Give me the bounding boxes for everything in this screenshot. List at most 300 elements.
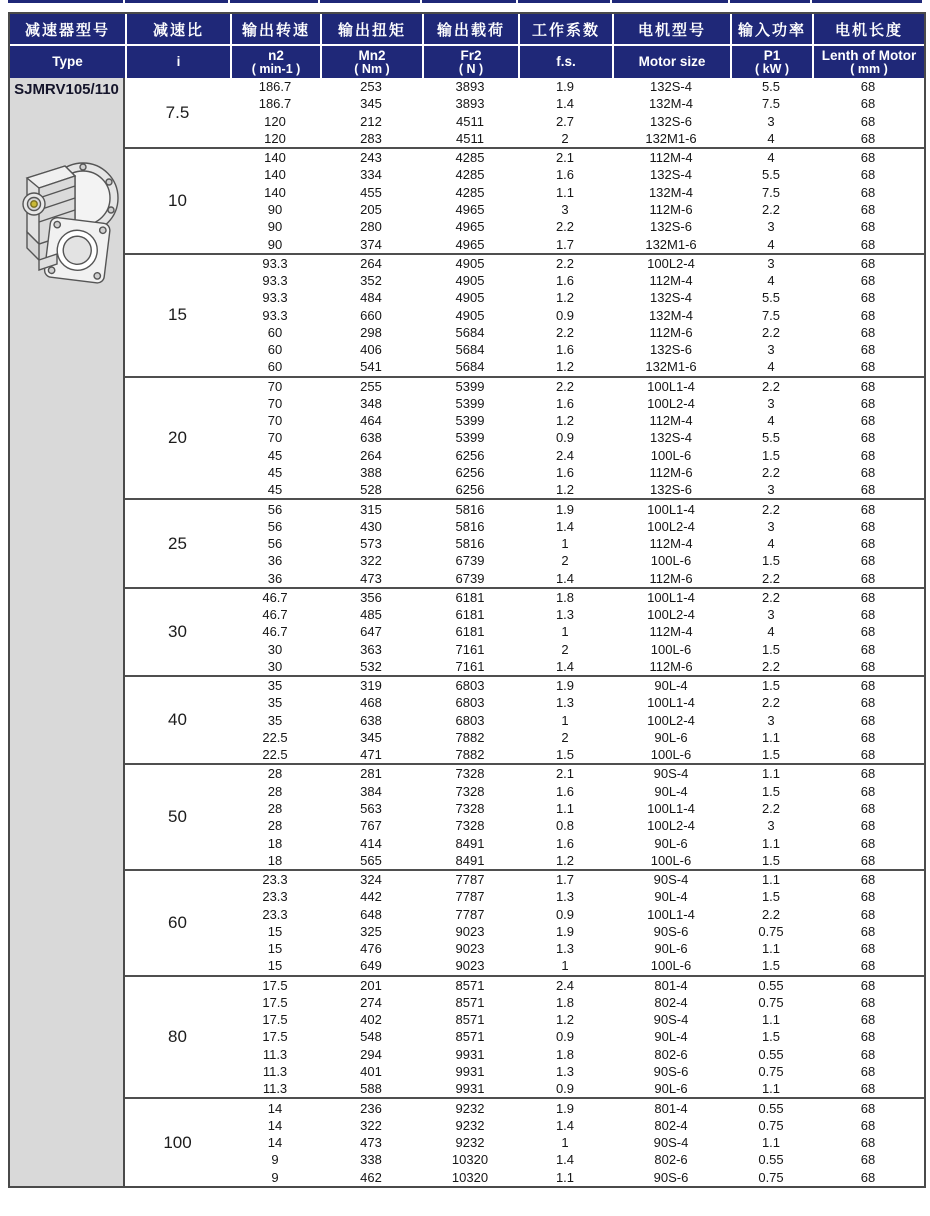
cell-motor-length: 68 — [860, 447, 876, 463]
cell-motor-size: 90L-4 — [654, 678, 688, 694]
cell-motor-length: 68 — [860, 872, 876, 888]
cell-mn2: 363 — [360, 641, 382, 657]
cell-n2: 46.7 — [262, 624, 288, 640]
table-row — [230, 130, 924, 147]
cell-p1: 3 — [767, 518, 775, 534]
header-type-en — [10, 46, 125, 78]
cell-motor-size: 112M-4 — [649, 273, 693, 289]
cell-fs: 1.8 — [555, 1046, 575, 1062]
cell-fr2: 5399 — [455, 395, 485, 411]
cell-p1: 3 — [767, 482, 775, 498]
table-row — [230, 940, 924, 957]
table-row — [230, 623, 924, 640]
cell-fs: 1.6 — [555, 783, 575, 799]
cell-p1: 5.5 — [761, 167, 781, 183]
cell-fr2: 4905 — [455, 290, 485, 306]
cell-mn2: 294 — [360, 1046, 382, 1062]
cell-p1: 1.5 — [761, 783, 781, 799]
table-row — [230, 535, 924, 552]
cell-mn2: 548 — [360, 1029, 382, 1045]
cell-p1: 1.5 — [761, 747, 781, 763]
cell-motor-length: 68 — [860, 678, 876, 694]
cell-fs: 0.9 — [555, 430, 575, 446]
cell-p1: 1.5 — [761, 1029, 781, 1045]
cell-fs: 1.4 — [555, 570, 575, 586]
cell-fs: 1.6 — [555, 464, 575, 480]
cell-mn2: 442 — [360, 889, 382, 905]
cell-mn2: 264 — [360, 255, 382, 271]
cell-fs: 0.9 — [555, 307, 575, 323]
cell-mn2: 255 — [360, 378, 382, 394]
cell-mn2: 236 — [360, 1100, 382, 1116]
cell-n2: 17.5 — [262, 977, 288, 993]
cell-motor-length: 68 — [860, 413, 876, 429]
cell-motor-length: 68 — [860, 464, 876, 480]
cell-fs: 1.4 — [555, 1117, 575, 1133]
ratio-group — [125, 587, 924, 675]
table-row — [230, 429, 924, 446]
cell-p1: 0.55 — [758, 1046, 784, 1062]
cell-motor-length: 68 — [860, 501, 876, 517]
cell-p1: 0.75 — [758, 994, 784, 1010]
cell-fs: 1.8 — [555, 589, 575, 605]
cell-n2: 18 — [267, 852, 283, 868]
cell-fr2: 9931 — [455, 1046, 485, 1062]
table-row — [230, 783, 924, 800]
cell-fr2: 5399 — [455, 378, 485, 394]
cell-p1: 5.5 — [761, 430, 781, 446]
cell-motor-length: 68 — [860, 835, 876, 851]
edge-segment — [123, 0, 228, 3]
table-row — [230, 905, 924, 922]
table-row — [230, 994, 924, 1011]
cell-n2: 140 — [264, 184, 286, 200]
cell-mn2: 647 — [360, 624, 382, 640]
cell-mn2: 374 — [360, 236, 382, 252]
cell-fr2: 4965 — [455, 201, 485, 217]
cell-p1: 0.75 — [758, 923, 784, 939]
cell-fr2: 7882 — [455, 729, 485, 745]
cell-mn2: 414 — [360, 835, 382, 851]
header-motor-length-zh: 电机长度 — [812, 14, 924, 46]
cell-fr2: 4905 — [455, 255, 485, 271]
cell-motor-size: 100L2-4 — [647, 818, 695, 834]
cell-fs: 2.1 — [555, 150, 575, 166]
reducer-photo — [13, 140, 121, 318]
cell-n2: 11.3 — [262, 1081, 288, 1097]
table-row — [230, 481, 924, 498]
cell-p1: 1.1 — [761, 729, 781, 745]
header-motor-size-zh: 电机型号 — [612, 14, 730, 46]
cell-fr2: 9023 — [455, 923, 485, 939]
ratio-group — [125, 498, 924, 586]
table-row — [230, 677, 924, 694]
cell-fs: 2.4 — [555, 447, 575, 463]
cell-motor-length: 68 — [860, 395, 876, 411]
table-row — [230, 1117, 924, 1134]
table-row — [230, 412, 924, 429]
header-label: f.s. — [556, 54, 576, 69]
cell-motor-size: 100L-6 — [650, 553, 692, 569]
cell-motor-size: 90S-4 — [653, 1012, 689, 1028]
table-row — [230, 746, 924, 763]
cell-fs: 1.9 — [555, 923, 575, 939]
ratio-group — [125, 675, 924, 763]
cell-n2: 11.3 — [262, 1046, 288, 1062]
cell-fs: 1.4 — [555, 1152, 575, 1168]
table-row — [230, 606, 924, 623]
cell-motor-length: 68 — [860, 589, 876, 605]
cell-n2: 35 — [267, 712, 283, 728]
cell-fr2: 6739 — [455, 570, 485, 586]
cell-motor-length: 68 — [860, 1169, 876, 1185]
cell-fr2: 9232 — [455, 1117, 485, 1133]
header-label: P1 — [763, 47, 781, 63]
cell-mn2: 767 — [360, 818, 382, 834]
cell-n2: 93.3 — [262, 273, 288, 289]
table-row — [230, 272, 924, 289]
edge-segment — [610, 0, 728, 3]
cell-motor-length: 68 — [860, 977, 876, 993]
cell-motor-size: 100L1-4 — [647, 695, 695, 711]
header-output-speed-zh: 输出转速 — [230, 14, 320, 46]
cell-fs: 2.2 — [555, 378, 575, 394]
cell-fr2: 8571 — [455, 1012, 485, 1028]
cell-p1: 1.1 — [761, 766, 781, 782]
table-row — [230, 694, 924, 711]
cell-fr2: 6181 — [455, 624, 485, 640]
table-row — [230, 1028, 924, 1045]
edge-segment — [228, 0, 318, 3]
cell-fr2: 6181 — [455, 589, 485, 605]
cell-fs: 2.2 — [555, 324, 575, 340]
header-label: n2 — [268, 47, 284, 63]
ratio-group — [125, 975, 924, 1098]
cell-fr2: 5816 — [455, 518, 485, 534]
cell-fs: 3 — [561, 201, 569, 217]
cell-n2: 35 — [267, 678, 283, 694]
cell-mn2: 464 — [360, 413, 382, 429]
header-motor-length-en — [812, 46, 924, 78]
cell-motor-length: 68 — [860, 79, 876, 95]
cell-mn2: 280 — [360, 219, 382, 235]
edge-segment — [8, 0, 123, 3]
cell-fs: 1.7 — [555, 872, 575, 888]
cell-n2: 45 — [267, 464, 283, 480]
cell-fr2: 8571 — [455, 1029, 485, 1045]
cell-p1: 3 — [767, 255, 775, 271]
cell-motor-size: 132M1-6 — [645, 130, 697, 146]
table-row — [230, 113, 924, 130]
cell-n2: 46.7 — [262, 607, 288, 623]
ratio-group — [125, 253, 924, 376]
cell-motor-length: 68 — [860, 1029, 876, 1045]
cell-motor-length: 68 — [860, 378, 876, 394]
table-row — [230, 834, 924, 851]
reducer-spec-table — [8, 12, 926, 1188]
cell-motor-length: 68 — [860, 923, 876, 939]
cell-motor-size: 801-4 — [654, 1100, 688, 1116]
table-row — [230, 852, 924, 869]
cell-mn2: 319 — [360, 678, 382, 694]
cell-fr2: 9232 — [455, 1100, 485, 1116]
cell-fr2: 5399 — [455, 413, 485, 429]
cell-fs: 1.2 — [555, 852, 575, 868]
cell-fr2: 9232 — [455, 1135, 485, 1151]
cell-p1: 2.2 — [761, 570, 781, 586]
cell-motor-size: 100L-6 — [650, 447, 692, 463]
cell-motor-size: 802-4 — [654, 1117, 688, 1133]
cell-n2: 56 — [267, 536, 283, 552]
cell-fs: 1.3 — [555, 607, 575, 623]
cell-fs: 1.9 — [555, 501, 575, 517]
cell-motor-size: 100L1-4 — [647, 501, 695, 517]
cell-mn2: 283 — [360, 130, 382, 146]
cell-n2: 35 — [267, 695, 283, 711]
cell-fr2: 7328 — [455, 818, 485, 834]
cell-p1: 4 — [767, 236, 775, 252]
cell-n2: 93.3 — [262, 255, 288, 271]
cell-fs: 1.2 — [555, 290, 575, 306]
header-sublabel: ( min-1 ) — [251, 61, 301, 76]
cell-motor-length: 68 — [860, 1152, 876, 1168]
table-row — [230, 1011, 924, 1028]
cell-p1: 4 — [767, 150, 775, 166]
table-row — [230, 1080, 924, 1097]
header-service-factor-zh: 工作系数 — [518, 14, 612, 46]
cell-n2: 17.5 — [262, 994, 288, 1010]
cell-n2: 22.5 — [262, 747, 288, 763]
cell-motor-length: 68 — [860, 1117, 876, 1133]
cell-motor-length: 68 — [860, 342, 876, 358]
cell-motor-size: 100L2-4 — [647, 255, 695, 271]
cell-motor-size: 132S-4 — [650, 79, 692, 95]
cell-motor-size: 132S-6 — [650, 219, 692, 235]
cell-p1: 4 — [767, 273, 775, 289]
edge-segment — [728, 0, 810, 3]
type-column — [10, 78, 125, 1186]
cell-n2: 90 — [267, 201, 283, 217]
cell-motor-size: 802-4 — [654, 994, 688, 1010]
cell-mn2: 563 — [360, 801, 382, 817]
table-row — [230, 800, 924, 817]
cell-fr2: 4965 — [455, 219, 485, 235]
cell-motor-length: 68 — [860, 430, 876, 446]
cell-mn2: 334 — [360, 167, 382, 183]
table-row — [230, 871, 924, 888]
cell-fr2: 5816 — [455, 501, 485, 517]
cell-fr2: 10320 — [451, 1169, 489, 1185]
cell-fr2: 8571 — [455, 994, 485, 1010]
cell-fs: 2 — [561, 130, 569, 146]
ratio-i-value: 40 — [168, 710, 187, 730]
cell-p1: 1.1 — [761, 1135, 781, 1151]
cell-fr2: 7787 — [455, 906, 485, 922]
cell-p1: 3 — [767, 818, 775, 834]
table-row — [230, 358, 924, 375]
header-label: Motor size — [638, 54, 706, 69]
cell-motor-length: 68 — [860, 96, 876, 112]
table-row — [230, 1134, 924, 1151]
cell-motor-size: 90L-6 — [654, 941, 688, 957]
cell-p1: 3 — [767, 219, 775, 235]
cell-motor-size: 90S-6 — [653, 1169, 689, 1185]
ratio-i-value: 10 — [168, 190, 187, 210]
cell-fr2: 5684 — [455, 359, 485, 375]
table-row — [230, 464, 924, 481]
cell-p1: 1.5 — [761, 553, 781, 569]
cell-p1: 2.2 — [761, 695, 781, 711]
cell-motor-length: 68 — [860, 518, 876, 534]
ratio-i-value: 15 — [168, 305, 187, 325]
cell-n2: 70 — [267, 395, 283, 411]
header-output-torque-en — [320, 46, 422, 78]
cell-n2: 140 — [264, 150, 286, 166]
cell-p1: 0.75 — [758, 1117, 784, 1133]
cell-mn2: 384 — [360, 783, 382, 799]
cell-motor-size: 132M1-6 — [645, 236, 697, 252]
table-row — [230, 1063, 924, 1080]
header-label: Type — [52, 54, 83, 69]
cell-p1: 2.2 — [761, 658, 781, 674]
ratio-group — [125, 78, 924, 147]
cell-fr2: 5816 — [455, 536, 485, 552]
cell-n2: 17.5 — [262, 1012, 288, 1028]
cell-motor-length: 68 — [860, 219, 876, 235]
cell-motor-size: 100L1-4 — [647, 378, 695, 394]
cell-motor-size: 90S-4 — [653, 872, 689, 888]
cell-mn2: 345 — [360, 96, 382, 112]
cell-p1: 0.55 — [758, 1100, 784, 1116]
table-row — [230, 235, 924, 252]
edge-segment — [810, 0, 922, 3]
ratio-group — [125, 1097, 924, 1185]
cell-motor-length: 68 — [860, 941, 876, 957]
cell-fr2: 5399 — [455, 430, 485, 446]
cell-mn2: 253 — [360, 79, 382, 95]
cell-fs: 1.8 — [555, 994, 575, 1010]
cell-motor-length: 68 — [860, 1135, 876, 1151]
cell-fs: 1.5 — [555, 747, 575, 763]
cell-n2: 36 — [267, 570, 283, 586]
cell-motor-size: 112M-6 — [649, 658, 693, 674]
cell-fr2: 9023 — [455, 958, 485, 974]
cell-n2: 22.5 — [262, 729, 288, 745]
cell-n2: 15 — [267, 958, 283, 974]
cell-fr2: 7161 — [455, 641, 485, 657]
table-row — [230, 166, 924, 183]
cell-motor-size: 100L-6 — [650, 747, 692, 763]
cell-mn2: 388 — [360, 464, 382, 480]
cell-fs: 1.2 — [555, 482, 575, 498]
cell-mn2: 205 — [360, 201, 382, 217]
cell-motor-length: 68 — [860, 536, 876, 552]
header-input-power-en — [730, 46, 812, 78]
cell-n2: 17.5 — [262, 1029, 288, 1045]
table-row — [230, 341, 924, 358]
cell-mn2: 648 — [360, 906, 382, 922]
cell-motor-length: 68 — [860, 729, 876, 745]
cell-n2: 30 — [267, 658, 283, 674]
table-row — [230, 518, 924, 535]
cell-mn2: 315 — [360, 501, 382, 517]
cell-p1: 3 — [767, 342, 775, 358]
cell-p1: 4 — [767, 130, 775, 146]
cell-fs: 1 — [561, 712, 569, 728]
cell-n2: 140 — [264, 167, 286, 183]
ratio-i-value: 80 — [168, 1026, 187, 1046]
cell-motor-length: 68 — [860, 783, 876, 799]
cell-mn2: 345 — [360, 729, 382, 745]
cell-motor-size: 802-6 — [654, 1046, 688, 1062]
cell-motor-length: 68 — [860, 641, 876, 657]
cell-mn2: 348 — [360, 395, 382, 411]
header-output-torque-zh: 输出扭矩 — [320, 14, 422, 46]
ratio-group — [125, 376, 924, 499]
cell-motor-length: 68 — [860, 150, 876, 166]
cell-fs: 2 — [561, 641, 569, 657]
table-row — [230, 1046, 924, 1063]
cell-n2: 60 — [267, 359, 283, 375]
cell-n2: 28 — [267, 766, 283, 782]
table-row — [230, 184, 924, 201]
table-row — [230, 95, 924, 112]
cell-motor-length: 68 — [860, 482, 876, 498]
cell-motor-length: 68 — [860, 307, 876, 323]
cell-mn2: 212 — [360, 113, 382, 129]
cell-motor-size: 132M-4 — [648, 307, 694, 323]
table-row — [230, 658, 924, 675]
cell-fs: 1 — [561, 1135, 569, 1151]
cell-motor-size: 90L-6 — [654, 835, 688, 851]
cell-fs: 1.6 — [555, 395, 575, 411]
cell-n2: 14 — [267, 1100, 283, 1116]
cell-fr2: 9023 — [455, 941, 485, 957]
cell-motor-size: 100L1-4 — [647, 801, 695, 817]
cell-fs: 1.6 — [555, 835, 575, 851]
cell-motor-size: 132M1-6 — [645, 359, 697, 375]
table-row — [230, 888, 924, 905]
cell-fs: 1.1 — [555, 1169, 575, 1185]
cell-motor-length: 68 — [860, 1046, 876, 1062]
header-label: i — [176, 54, 181, 69]
cell-motor-size: 132S-6 — [650, 482, 692, 498]
cell-fs: 2.4 — [555, 977, 575, 993]
cell-fr2: 8491 — [455, 852, 485, 868]
cell-n2: 60 — [267, 324, 283, 340]
cell-p1: 2.2 — [761, 589, 781, 605]
cell-p1: 2.2 — [761, 501, 781, 517]
cell-motor-length: 68 — [860, 607, 876, 623]
table-row — [230, 552, 924, 569]
cell-n2: 28 — [267, 783, 283, 799]
cell-motor-size: 100L-6 — [650, 958, 692, 974]
cell-motor-size: 90S-4 — [653, 766, 689, 782]
cell-n2: 36 — [267, 553, 283, 569]
cell-motor-size: 112M-6 — [649, 570, 693, 586]
cell-fs: 1.3 — [555, 889, 575, 905]
cell-motor-length: 68 — [860, 1012, 876, 1028]
ratio-i-value: 50 — [168, 807, 187, 827]
cell-n2: 23.3 — [262, 906, 288, 922]
cell-mn2: 485 — [360, 607, 382, 623]
cell-motor-size: 132S-6 — [650, 342, 692, 358]
cell-motor-length: 68 — [860, 570, 876, 586]
cell-p1: 2.2 — [761, 464, 781, 480]
cell-n2: 46.7 — [262, 589, 288, 605]
header-ratio-en — [125, 46, 230, 78]
cell-motor-length: 68 — [860, 852, 876, 868]
